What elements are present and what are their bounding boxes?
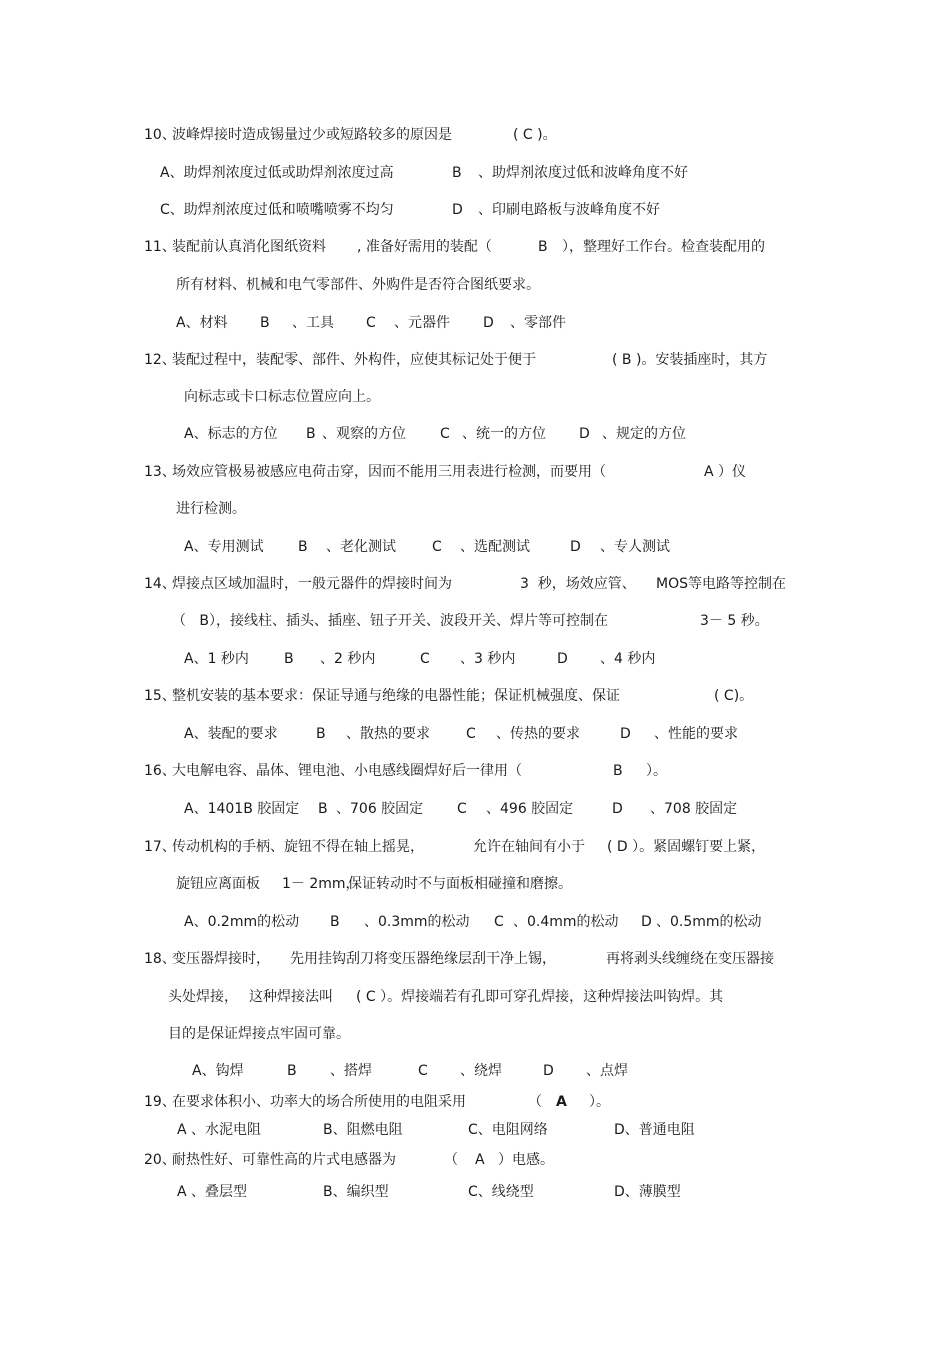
- question-stem: 传动机构的手柄、旋钮不得在轴上摇晃，: [172, 839, 424, 855]
- question-stem: 3－ 5 秒。: [700, 613, 769, 629]
- option-letter: C: [457, 801, 467, 817]
- option-text: 、0.5mm的松动: [656, 914, 762, 930]
- option-letter: D: [452, 202, 463, 218]
- question-answer: A ）仪: [704, 464, 747, 480]
- option-text: 、传热的要求: [496, 726, 580, 742]
- question-stem: 再将剥头线缠绕在变压器接: [606, 951, 774, 967]
- question-stem: 头处焊接，: [168, 989, 238, 1005]
- option-letter: B: [260, 315, 270, 331]
- option-text: D、薄膜型: [614, 1184, 681, 1200]
- question-number: 17、: [144, 839, 176, 855]
- question-number: 19、: [144, 1094, 176, 1110]
- option-text: 、496 胶固定: [486, 801, 574, 817]
- option-text: 、散热的要求: [346, 726, 430, 742]
- question-stem: 允许在轴间有小于: [473, 839, 585, 855]
- option-text: A、1 秒内: [184, 651, 249, 667]
- option-text: 、搭焊: [330, 1063, 372, 1079]
- option-text: C、线绕型: [468, 1184, 534, 1200]
- question-stem: ）电感。: [498, 1152, 554, 1168]
- question-answer: ( C ）。焊接端若有孔即可穿孔焊接，这种焊接法叫钩焊。其: [356, 989, 724, 1005]
- option-text: 、性能的要求: [654, 726, 738, 742]
- option-text: A、材料: [176, 315, 228, 331]
- option-letter: D: [483, 315, 494, 331]
- question-stem: 3 秒，场效应管、: [520, 576, 636, 592]
- question-answer: ( C )。: [513, 127, 557, 143]
- option-text: A 、叠层型: [177, 1184, 248, 1200]
- question-stem: ）。: [589, 1094, 610, 1110]
- option-text: A、装配的要求: [184, 726, 278, 742]
- question-stem: 装配前认真消化图纸资料: [172, 239, 326, 255]
- option-letter: C: [418, 1063, 428, 1079]
- option-letter: D: [612, 801, 623, 817]
- question-stem: 旋钮应离面板: [176, 876, 260, 892]
- option-text: 、零部件: [510, 315, 566, 331]
- question-number: 11、: [144, 239, 176, 255]
- option-text: 、706 胶固定: [336, 801, 424, 817]
- question-number: 12、: [144, 352, 176, 368]
- question-stem: 保证转动时不与面板相碰撞和磨擦。: [348, 876, 572, 892]
- question-stem: （ B），接线柱、插头、插座、钮子开关、波段开关、焊片等可控制在: [172, 613, 608, 629]
- question-stem: 装配过程中，装配零、部件、外构件，应使其标记处于便于: [172, 352, 536, 368]
- question-stem: 大电解电容、晶体、锂电池、小电感线圈焊好后一律用（: [172, 763, 522, 779]
- option-text: 、老化测试: [326, 539, 396, 555]
- option-text: A、助焊剂浓度过低或助焊剂浓度过高: [160, 165, 394, 181]
- question-stem: 所有材料、机械和电气零部件、外购件是否符合图纸要求。: [176, 277, 540, 293]
- question-number: 10、: [144, 127, 176, 143]
- question-stem: 变压器焊接时，: [172, 951, 270, 967]
- option-text: A、专用测试: [184, 539, 264, 555]
- option-letter: D: [543, 1063, 554, 1079]
- question-stem: 先用挂钩刮刀将变压器绝缘层刮干净上锡，: [290, 951, 556, 967]
- option-text: 、规定的方位: [602, 426, 686, 442]
- option-text: B、编织型: [323, 1184, 389, 1200]
- option-text: C、电阻网络: [468, 1122, 548, 1138]
- question-answer: ( D ）。紧固螺钉要上紧，: [607, 839, 766, 855]
- option-text: A、钩焊: [192, 1063, 244, 1079]
- question-number: 18、: [144, 951, 176, 967]
- question-answer: B: [538, 239, 548, 255]
- option-text: 、0.3mm的松动: [364, 914, 470, 930]
- question-stem: 这种焊接法叫: [249, 989, 333, 1005]
- question-stem: 目的是保证焊接点牢固可靠。: [168, 1026, 350, 1042]
- option-text: 、工具: [292, 315, 334, 331]
- option-text: C、助焊剂浓度过低和喷嘴喷雾不均匀: [160, 202, 394, 218]
- question-stem: 在要求体积小、功率大的场合所使用的电阻采用: [172, 1094, 466, 1110]
- option-text: 、3 秒内: [460, 651, 516, 667]
- option-text: 、点焊: [586, 1063, 628, 1079]
- option-text: A、0.2mm的松动: [184, 914, 300, 930]
- question-stem: 进行检测。: [176, 501, 246, 517]
- option-letter: B: [287, 1063, 297, 1079]
- option-text: 、0.4mm的松动: [513, 914, 619, 930]
- option-letter: B: [318, 801, 328, 817]
- option-text: A、标志的方位: [184, 426, 278, 442]
- option-text: 、印刷电路板与波峰角度不好: [478, 202, 660, 218]
- option-letter: C: [366, 315, 376, 331]
- option-text: 、助焊剂浓度过低和波峰角度不好: [478, 165, 688, 181]
- option-letter: D: [641, 914, 652, 930]
- option-text: 、4 秒内: [600, 651, 656, 667]
- option-text: 、元器件: [394, 315, 450, 331]
- question-stem: 向标志或卡口标志位置应向上。: [184, 389, 380, 405]
- question-stem: 整机安装的基本要求：保证导通与绝缘的电器性能；保证机械强度、保证: [172, 688, 620, 704]
- question-stem: 场效应管极易被感应电荷击穿，因而不能用三用表进行检测，而要用（: [172, 464, 606, 480]
- question-stem: （: [444, 1152, 458, 1168]
- question-stem: 耐热性好、可靠性高的片式电感器为: [172, 1152, 396, 1168]
- option-text: A 、水泥电阻: [177, 1122, 262, 1138]
- option-letter: B: [330, 914, 340, 930]
- question-stem: 1－ 2mm，: [282, 876, 360, 892]
- option-text: 、观察的方位: [322, 426, 406, 442]
- option-letter: D: [570, 539, 581, 555]
- option-letter: C: [466, 726, 476, 742]
- option-text: 、2 秒内: [320, 651, 376, 667]
- option-letter: D: [620, 726, 631, 742]
- option-text: 、绕焊: [460, 1063, 502, 1079]
- question-answer: B: [613, 763, 623, 779]
- option-text: A、1401B 胶固定: [184, 801, 300, 817]
- question-stem: （: [528, 1094, 542, 1110]
- option-letter: C: [432, 539, 442, 555]
- option-letter: B: [316, 726, 326, 742]
- option-text: D、普通电阻: [614, 1122, 695, 1138]
- question-answer: ( B )。安装插座时，其方: [612, 352, 768, 368]
- option-text: 、统一的方位: [462, 426, 546, 442]
- question-answer: ( C)。: [714, 688, 754, 704]
- option-letter: D: [557, 651, 568, 667]
- option-letter: B: [306, 426, 316, 442]
- option-letter: B: [452, 165, 462, 181]
- option-letter: D: [579, 426, 590, 442]
- question-stem: ）。: [646, 763, 667, 779]
- question-stem: 波峰焊接时造成锡量过少或短路较多的原因是: [172, 127, 452, 143]
- question-answer: A: [556, 1094, 567, 1110]
- question-number: 15、: [144, 688, 176, 704]
- question-number: 13、: [144, 464, 176, 480]
- question-stem: MOS等电路等控制在: [656, 576, 786, 592]
- option-text: 、708 胶固定: [650, 801, 738, 817]
- question-number: 20、: [144, 1152, 176, 1168]
- option-text: B、阻燃电阻: [323, 1122, 403, 1138]
- option-letter: B: [298, 539, 308, 555]
- question-stem: 焊接点区域加温时，一般元器件的焊接时间为: [172, 576, 452, 592]
- option-text: 、专人测试: [600, 539, 670, 555]
- option-text: 、选配测试: [460, 539, 530, 555]
- question-stem: , 准备好需用的装配（: [357, 239, 492, 255]
- option-letter: C: [440, 426, 450, 442]
- question-number: 16、: [144, 763, 176, 779]
- question-number: 14、: [144, 576, 176, 592]
- question-answer: A: [475, 1152, 485, 1168]
- option-letter: C: [494, 914, 504, 930]
- option-letter: C: [420, 651, 430, 667]
- option-letter: B: [284, 651, 294, 667]
- question-stem: ），整理好工作台。检查装配用的: [562, 239, 765, 255]
